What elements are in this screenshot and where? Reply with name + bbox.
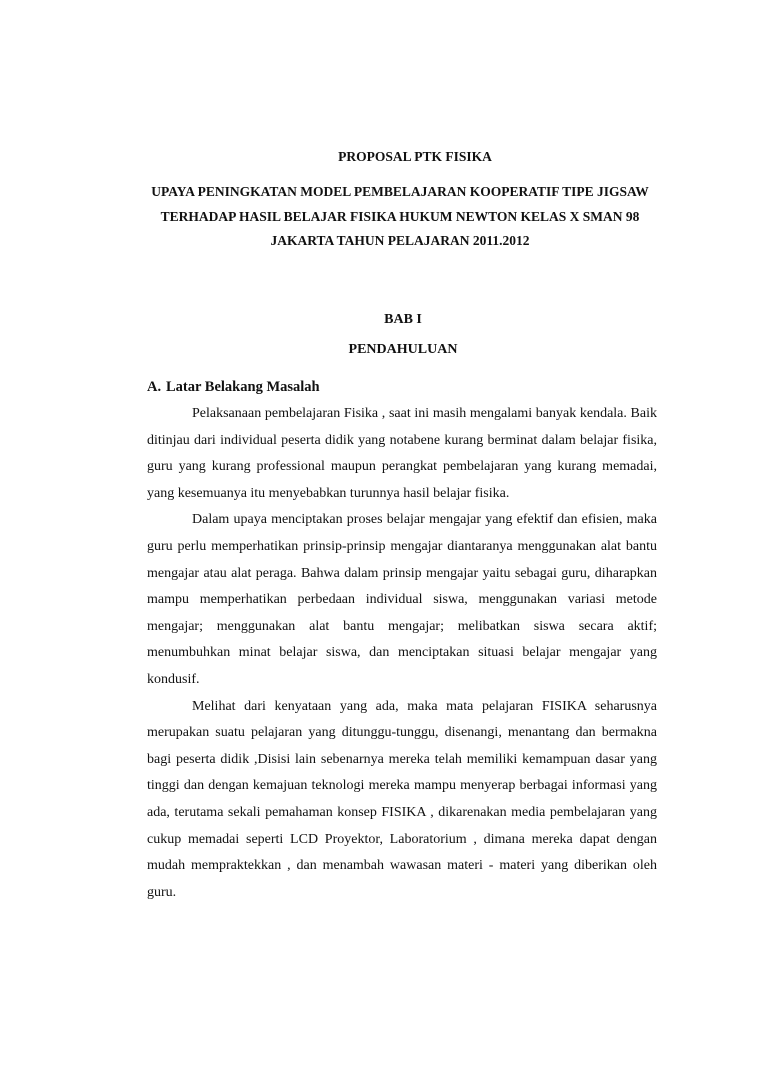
paragraph-1: Pelaksanaan pembelajaran Fisika , saat ini masih mengalami banyak kendala. Baik ditinjau dari individual peserta didik yang notabene kurang berminat dalam belajar fisika, guru yang kurang professional maupun perangkat pembelajaran yang kurang memadai, yang kesemuanya itu menyebabkan turunnya hasil belajar fisika. <box>147 406 657 501</box>
chapter-title: PENDAHULUAN <box>348 342 458 357</box>
section-title: Latar Belakang Masalah <box>166 379 320 395</box>
paragraph-2: Dalam upaya menciptakan proses belajar mengajar yang efektif dan efisien, maka guru perlu memperhatikan prinsip-prinsip mengajar diantaranya menggunakan alat bantu mengajar atau alat peraga. Bahwa dalam prinsip mengajar yaitu sebagai guru, diharapkan mampu memperhatikan perbedaan individual siswa, menggunakan variasi metode mengajar; menggunakan alat bantu mengajar; melibatkan siswa secara aktif; menumbuhkan minat belajar siswa, dan menciptakan situasi belajar mengajar yang kondusif. <box>147 512 657 687</box>
document-title: PROPOSAL PTK FISIKA <box>338 149 492 164</box>
proposal-subtitle: UPAYA PENINGKATAN MODEL PEMBELAJARAN KOOPERATIF TIPE JIGSAW TERHADAP HASIL BELAJAR FISIKA HUKUM NEWTON KELAS X SMAN 98 JAKARTA TAHUN PELAJARAN 2011.2012 <box>151 184 649 248</box>
chapter-number: BAB I <box>384 312 422 327</box>
section-letter: A. <box>147 379 162 395</box>
section-heading <box>147 376 320 398</box>
body-text <box>147 401 657 906</box>
paragraph-3: Melihat dari kenyataan yang ada, maka mata pelajaran FISIKA seharusnya merupakan suatu pelajaran yang ditunggu-tunggu, disenangi, menantang dan bermakna bagi peserta didik ,Disisi lain sebenarnya mereka telah memiliki kemampuan dasar yang tinggi dan dengan kemajuan teknologi mereka mampu menyerap berbagai informasi yang ada, terutama sekali pemahaman konsep FISIKA , dikarenakan media pembelajaran yang cukup memadai seperti LCD Proyektor, Laboratorium , dimana mereka dapat dengan mudah mempraktekkan , dan menambah wawasan materi - materi yang diberikan oleh guru. <box>147 698 657 900</box>
